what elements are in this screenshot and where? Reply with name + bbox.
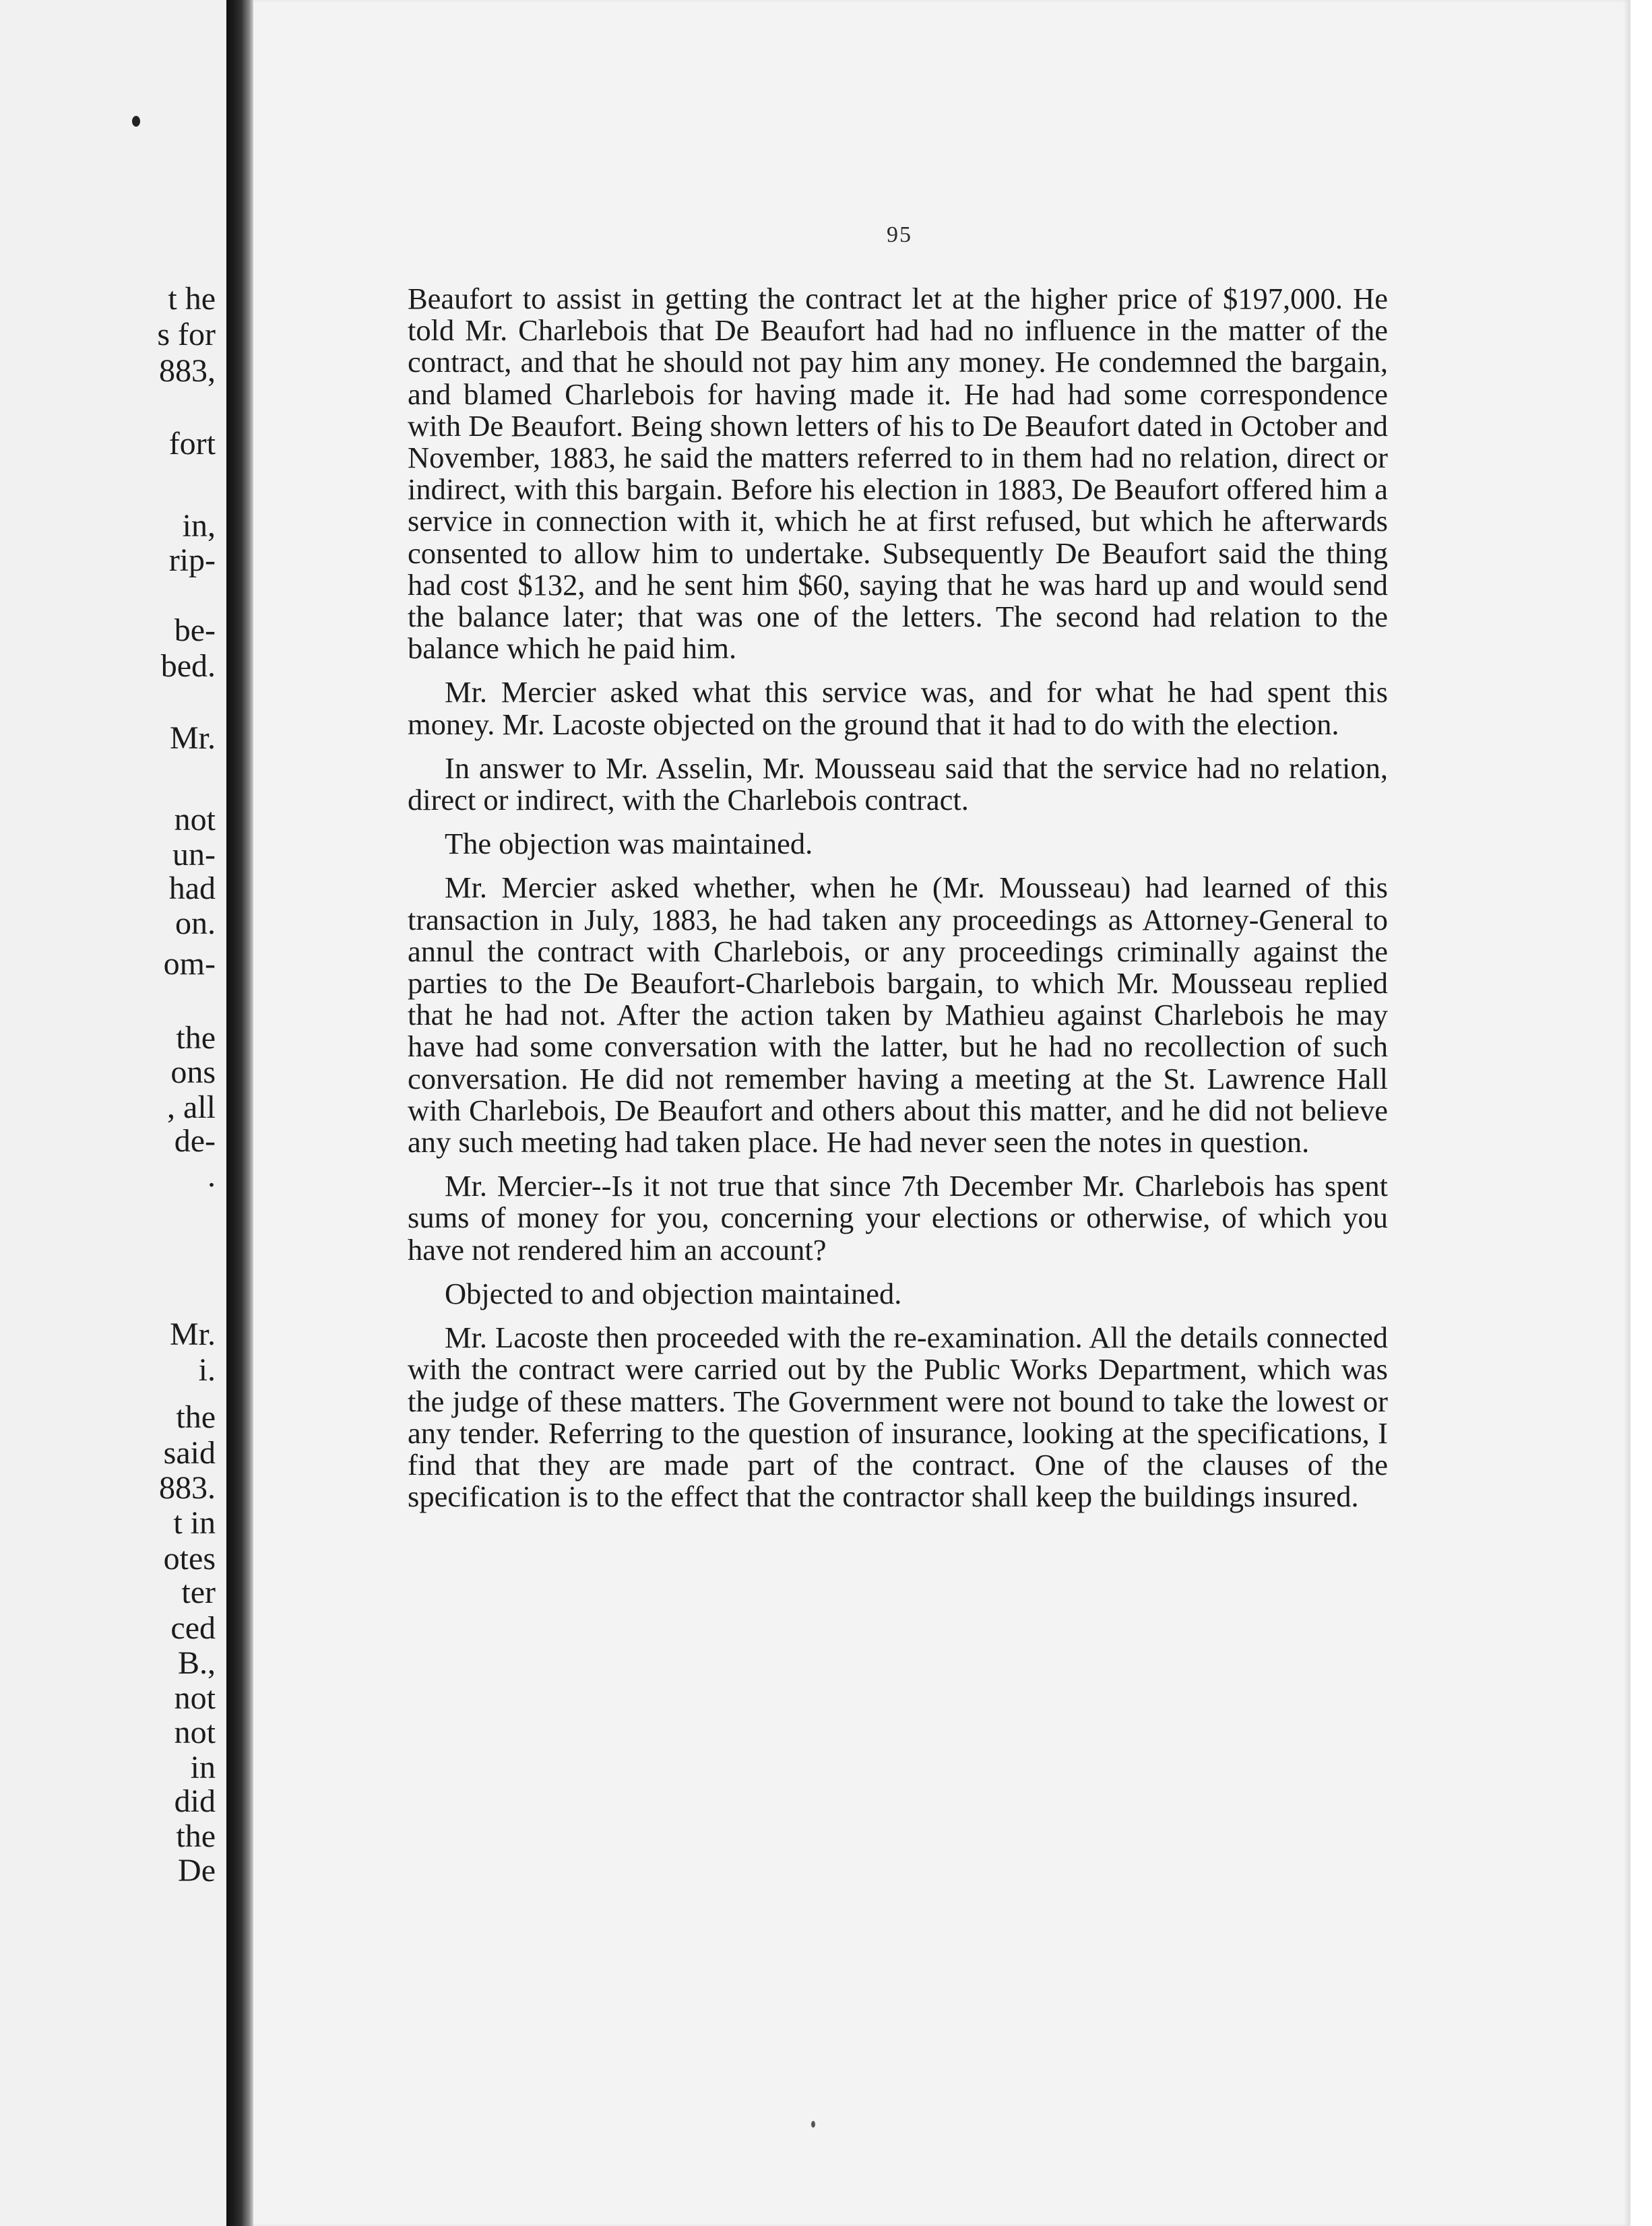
left-page-line: ons [170,1054,216,1090]
paragraph-4: The objection was maintained. [445,827,813,861]
left-page-line: t he [168,281,216,317]
left-page-line: the [176,1818,216,1854]
left-page-line: in [190,1750,216,1785]
left-page-line: had [168,870,216,906]
left-page-line: s for [157,317,216,352]
left-page-line: not [174,1715,216,1750]
page-gutter [226,0,253,2226]
left-page-line: 883. [159,1470,216,1506]
left-page-line: bed. [160,648,216,684]
left-page-line: , all [167,1089,216,1125]
left-page-line: in, [182,508,216,544]
page-number: 95 [887,222,912,247]
paragraph-2: Mr. Mercier asked what this service was, and for what he had spent this money. Mr. Lacoste objected on the ground that it had to do with the election. [408,675,1388,741]
paragraph-6: Mr. Mercier--Is it not true that since 7th December Mr. Charlebois has spent sums of money for you, concerning your elections or otherwise, of which you have not rendered him an account? [408,1169,1388,1267]
left-page-line: the [176,1399,216,1435]
left-page-line: did [174,1783,216,1819]
paragraph-1: Beaufort to assist in getting the contract let at the higher price of $197,000. He told Mr. Charlebois that De Beaufort had had no influence in the matter of the contract, and that he should not pay him any money. He condemned the bargain, and blamed Charlebois for having made it. He had had some correspondence with De Beaufort. Being shown letters of his to De Beaufort dated in October and November, 1883, he said the matters referred to in them had no relation, direct or indirect, with this bargain. Before his election in 1883, De Beaufort offered him a service in connection with it, which he at first refused, but which he afterwards consented to allow him to undertake. Subsequently De Beaufort said the thing had cost $132, and he sent him $60, saying that he was hard up and would send the balance later; that was one of the letters. The second had relation to the balance which he paid him. [408,282,1388,666]
left-page-line: B., [177,1645,216,1681]
left-page-line: ced [170,1610,216,1646]
paragraph-8: Mr. Lacoste then proceeded with the re-examination. All the details connected with the contract were carried out by the Public Works Department, which was the judge of these matters. The Government were not bound to take the lowest or any tender. Referring to the question of insurance, looking at the specifications, I find that they are made part of the contract. One of the clauses of the specification is to the effect that the contractor shall keep the buildings insured. [408,1321,1388,1514]
paragraph-5: Mr. Mercier asked whether, when he (Mr. Mousseau) had learned of this transaction in July, 1883, he had taken any proceedings as Attorney-General to annul the contract with Charlebois, or any proceedings criminally against the parties to the De Beaufort-Charlebois bargain, to which Mr. Mousseau replied that he had not. After the action taken by Mathieu against Charlebois he may have had some conversation with the latter, but he had no recollection of such conversation. He did not remember having a meeting at the St. Lawrence Hall with Charlebois, De Beaufort and others about this matter, and he did not believe any such meeting had taken place. He had never seen the notes in question. [408,870,1388,1159]
left-page-line: Mr. [169,720,216,756]
ink-speck [811,2121,815,2128]
left-page-line: said [163,1435,216,1471]
left-page-line: fort [168,426,216,462]
left-page-line: otes [163,1541,216,1577]
left-page-line: i. [198,1352,216,1388]
left-page-line: not [174,1680,216,1716]
left-facing-page [0,0,226,2226]
left-page-line: t in [173,1505,216,1541]
left-page-line: ter [181,1575,216,1610]
left-page-line: Mr. [169,1316,216,1352]
paragraph-7: Objected to and objection maintained. [445,1276,902,1310]
left-page-line: the [176,1020,216,1056]
ink-dot [132,116,140,127]
left-page-line: un- [172,837,216,872]
left-page-line: De [178,1853,216,1888]
left-page-line: . [208,1158,216,1194]
left-page-line: be- [174,612,216,648]
left-page-line: 883, [159,353,216,389]
paragraph-3: In answer to Mr. Asselin, Mr. Mousseau said that the service had no relation, direct or indirect, with the Charlebois contract. [408,751,1388,817]
left-page-line: on. [175,905,216,941]
left-page-line: not [174,802,216,837]
left-page-line: de- [174,1123,216,1159]
page-edge [1630,0,1652,2226]
left-page-line: om- [163,946,216,982]
left-page-line: rip- [168,542,216,578]
page-body [408,283,1388,1525]
